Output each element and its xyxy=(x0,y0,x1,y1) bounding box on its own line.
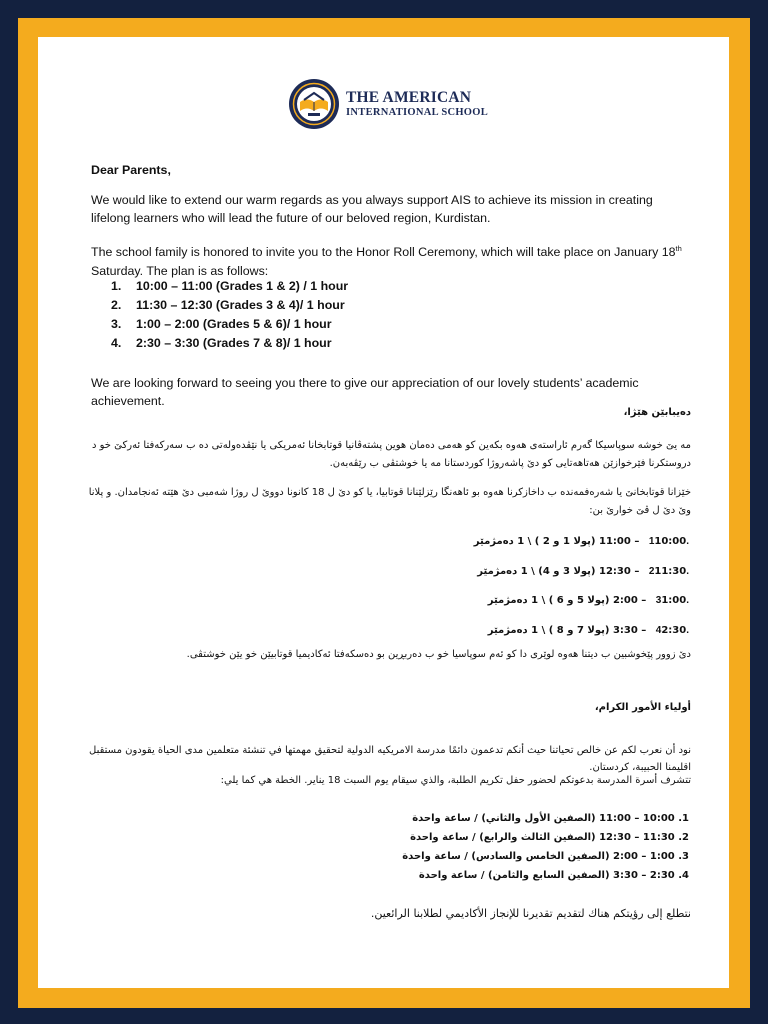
english-paragraph-2: The school family is honored to invite you to the Honor Roll Ceremony, which will take place on January 18th Saturday. The plan is as follows: xyxy=(91,244,682,278)
list-item: 4. 2:30 – 3:30 (الصفين السابع والثامن) / ساعة واحدة xyxy=(418,870,689,881)
school-seal-icon xyxy=(288,78,340,130)
list-item: .42:30 – 3:30 (پولا 7 و 8 ) \ 1 دەمژمێر xyxy=(487,624,689,636)
arabic-schedule-list xyxy=(269,809,689,885)
kurdish-closing: دێ زوور پێخوشبین ب دیتنا هەوە لوێری دا کو ئەم سوپاسیا خو ب دەربڕین بو دەسکەفتا ئەکادیمیا قوتابیێن خو یێن خوشتڤی. xyxy=(186,649,691,660)
letter-page xyxy=(38,37,729,988)
kurdish-salutation: دەیبابێن هێژا، xyxy=(623,407,691,418)
list-item: 3. 1:00 – 2:00 (Grades 5 & 6)/ 1 hour xyxy=(111,317,332,331)
arabic-salutation: أولياء الأمور الكرام، xyxy=(594,702,691,713)
kurdish-paragraph-1: مە یێ خوشە سوپاسیکا گەرم ئاراستەی هەوە بکەین کو هەمی دەمان هوین پشتەڤانیا قوتابخانا ئەمریکی یا نێڤدەولەتی دە ب سەرکەفتا ئەرکێ خو د دروستکرنا فێرخوازێن هەتاهەتایی کو دێ پاشەروژا کوردستانا مە یا خوشتڤی ب رێڤەبەن. xyxy=(91,440,691,469)
kurdish-paragraph-2: خێزانا قوتابخانێ یا شەرەفمەندە ب داخازکرنا هەوە بو ئاهەنگا رێزلێنانا قوتابیا، یا کو دێ ل 18 کانونا دووێ ل روژا شەمبی دێ هێتە ئەنجامدان. و پلانا وێ دێ ل ڤێ خوارێ بن: xyxy=(88,487,691,516)
school-logo xyxy=(288,77,488,131)
english-schedule-list xyxy=(91,277,691,353)
school-name-line2: INTERNATIONAL SCHOOL xyxy=(346,106,489,118)
list-item: 4. 2:30 – 3:30 (Grades 7 & 8)/ 1 hour xyxy=(111,336,332,350)
english-salutation: Dear Parents, xyxy=(91,163,171,178)
arabic-paragraph-2: تتشرف أسرة المدرسة بدعوتكم لحضور حفل تكريم الطلبة، والذي سيقام يوم السبت 18 يناير. الخطة هي كما يلي: xyxy=(220,775,691,786)
list-item: 2. 11:30 – 12:30 (Grades 3 & 4)/ 1 hour xyxy=(111,298,345,312)
list-item: .110:00 – 11:00 (پولا 1 و 2 ) \ 1 دەمژمێر xyxy=(473,536,689,547)
list-item: .211:30 – 12:30 (پولا 3 و 4) \ 1 دەمژمێر xyxy=(477,565,689,577)
arabic-closing: نتطلع إلى رؤيتكم هناك لتقديم تقديرنا للإنجاز الأكاديمي لطلابنا الرائعين. xyxy=(370,907,691,920)
list-item: .31:00 – 2:00 (پولا 5 و 6 ) \ 1 دەمژمێر xyxy=(487,595,689,606)
list-item: 1. 10:00 – 11:00 (Grades 1 & 2) / 1 hour xyxy=(111,279,349,293)
english-paragraph-1: We would like to extend our warm regards as you always support AIS to achieve its mission in creating lifelong learners who will lead the future of our beloved region, Kurdistan. xyxy=(91,193,653,226)
school-name-line1: THE AMERICAN xyxy=(346,89,472,107)
list-item: 2. 11:30 – 12:30 (الصفين الثالث والرابع) / ساعة واحدة xyxy=(410,832,689,843)
list-item: 3. 1:00 – 2:00 (الصفين الخامس والسادس) / ساعة واحدة xyxy=(402,851,689,862)
arabic-paragraph-1: نود أن نعرب لكم عن خالص تحياتنا حيث أنكم تدعمون دائمًا مدرسة الامريكيه الدولية لتحقيق مهمتها في تنشئة متعلمين مدى الحياة يقودون مستقبل اقليمنا الحبيبة، كردستان. xyxy=(89,745,691,773)
list-item: 1. 10:00 – 11:00 (الصفين الأول والثاني) / ساعة واحدة xyxy=(412,813,689,824)
kurdish-schedule-list xyxy=(289,527,689,645)
english-paragraph-3: We are looking forward to seeing you there to give our appreciation of our lovely students’ academic achievement. xyxy=(91,376,639,409)
